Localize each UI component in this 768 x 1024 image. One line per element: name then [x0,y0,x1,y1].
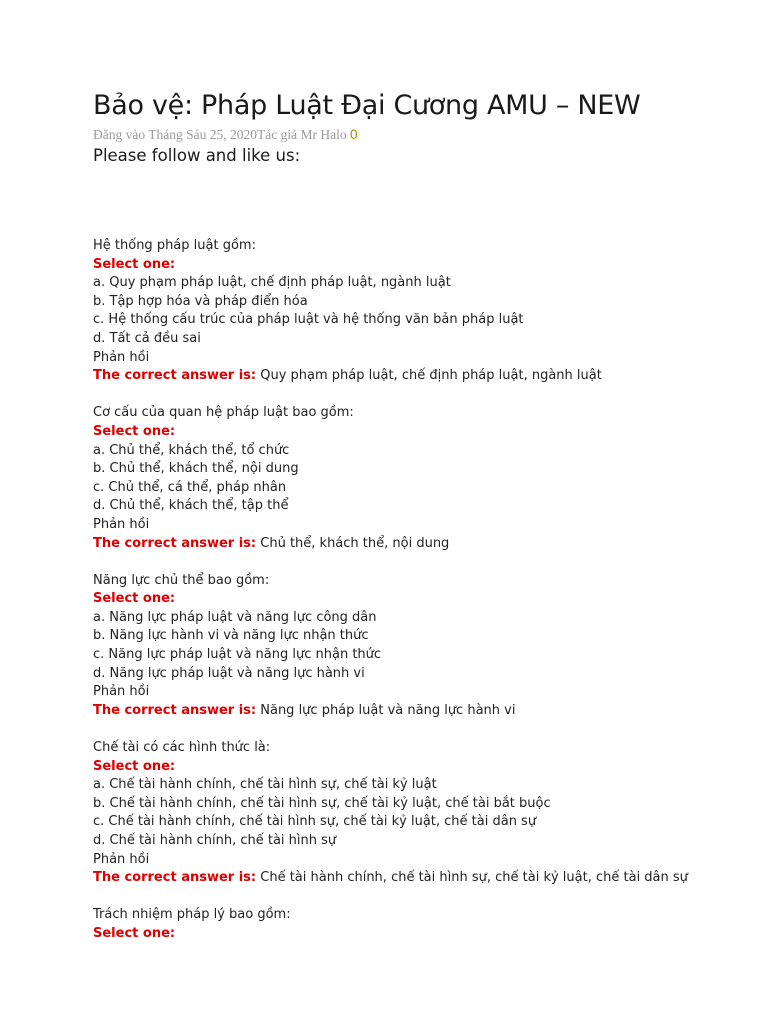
correct-answer-text: Chủ thể, khách thể, nội dung [260,535,450,551]
select-one-label: Select one: [93,591,176,607]
feedback-label: Phản hồi [93,349,150,365]
option-b: b. Chế tài hành chính, chế tài hình sự, chế tài kỷ luật, chế tài bắt buộc [93,795,551,811]
option-a: a. Chủ thể, khách thể, tổ chức [93,442,290,458]
option-d: d. Tất cả đều sai [93,330,201,346]
correct-answer-label: The correct answer is: [93,702,257,718]
option-a: a. Chế tài hành chính, chế tài hình sự, chế tài kỷ luật [93,777,437,793]
option-c: c. Chế tài hành chính, chế tài hình sự, chế tài kỷ luật, chế tài dân sự [93,814,537,830]
question-text: Hệ thống pháp luật gồm: [93,238,256,253]
option-c: c. Chủ thể, cá thể, pháp nhân [93,479,287,495]
select-one-label: Select one: [93,925,176,941]
option-c: c. Hệ thống cấu trúc của pháp luật và hệ thống văn bản pháp luật [93,312,524,328]
page-title: Bảo vệ: Pháp Luật Đại Cương AMU – NEW [93,90,641,121]
question-text: Cơ cấu của quan hệ pháp luật bao gồm: [93,405,354,421]
option-d: d. Chủ thể, khách thể, tập thể [93,498,289,514]
select-one-label: Select one: [93,423,176,439]
article [93,86,753,962]
option-d: d. Chế tài hành chính, chế tài hình sự [93,833,337,848]
option-b: b. Tập hợp hóa và pháp điển hóa [93,293,308,309]
post-meta-text: Đăng vào Tháng Sáu 25, 2020Tác giả Mr Halo [93,127,350,142]
question-block [93,906,753,943]
select-one-label: Select one: [93,758,176,774]
option-a: a. Quy phạm pháp luật, chế định pháp luật, ngành luật [93,275,451,291]
correct-answer-text: Chế tài hành chính, chế tài hình sự, chế tài kỷ luật, chế tài dân sự [260,870,688,886]
question-text: Trách nhiệm pháp lý bao gồm: [93,907,291,923]
feedback-label: Phản hồi [93,851,150,867]
question-block [93,739,753,888]
correct-answer-text: Năng lực pháp luật và năng lực hành vi [260,702,516,718]
option-c: c. Năng lực pháp luật và năng lực nhận thức [93,647,382,663]
question-text: Năng lực chủ thể bao gồm: [93,572,270,588]
option-b: b. Năng lực hành vi và năng lực nhận thức [93,628,369,644]
correct-answer-line [93,535,753,554]
correct-answer-line [93,702,753,721]
question-block [93,572,753,721]
option-b: b. Chủ thể, khách thể, nội dung [93,461,299,477]
correct-answer-line [93,869,753,888]
correct-answer-label: The correct answer is: [93,870,257,886]
select-one-label: Select one: [93,256,176,272]
question-text: Chế tài có các hình thức là: [93,740,271,756]
follow-text: Please follow and like us: [93,146,301,165]
comment-count[interactable]: 0 [349,127,358,142]
feedback-label: Phản hồi [93,684,150,700]
correct-answer-label: The correct answer is: [93,368,257,384]
option-a: a. Năng lực pháp luật và năng lực công dân [93,609,377,625]
option-d: d. Năng lực pháp luật và năng lực hành vi [93,665,365,681]
correct-answer-label: The correct answer is: [93,535,257,551]
correct-answer-line [93,367,753,386]
question-block [93,404,753,553]
question-list [93,237,753,944]
question-block [93,237,753,386]
correct-answer-text: Quy phạm pháp luật, chế định pháp luật, ngành luật [260,368,602,384]
feedback-label: Phản hồi [93,516,150,532]
post-meta [93,126,753,144]
